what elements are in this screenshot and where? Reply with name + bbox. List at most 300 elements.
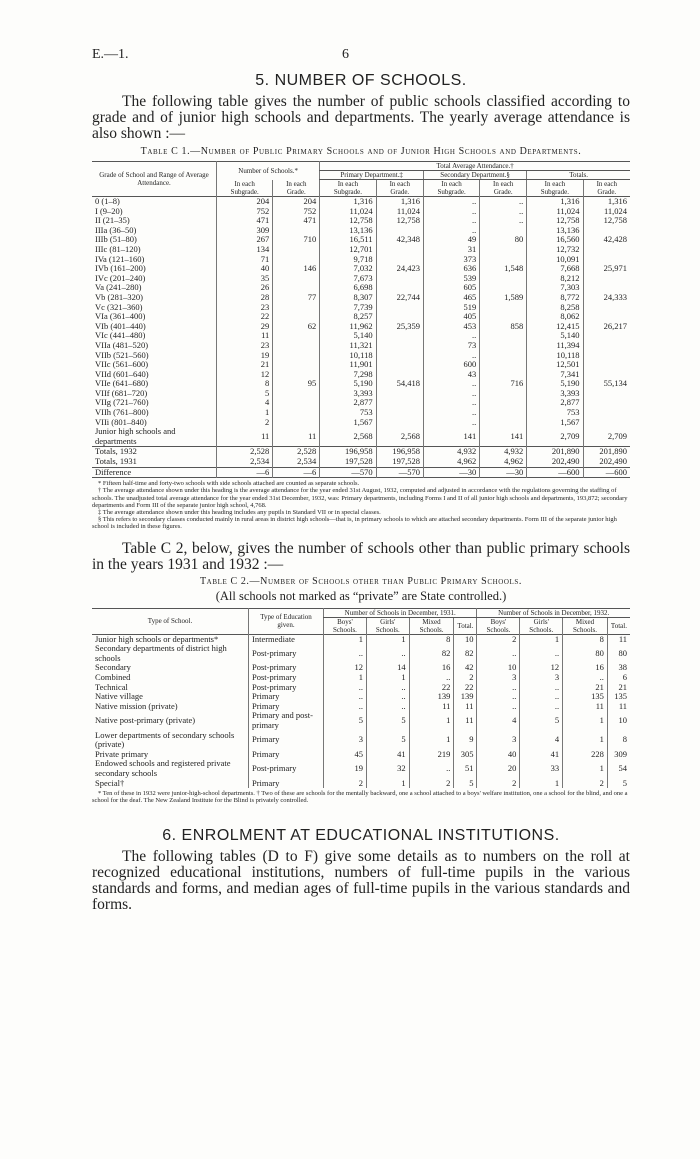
table-cell [376, 303, 423, 313]
table-cell: 73 [423, 341, 479, 351]
table-cell: 9,718 [320, 255, 376, 265]
table-cell: 139 [409, 692, 454, 702]
table-cell: 752 [273, 207, 320, 217]
table-cell: 5,190 [527, 379, 583, 389]
table-cell: Post-primary [249, 663, 324, 673]
table-cell: 196,958 [320, 447, 376, 457]
table-cell: 3,393 [320, 389, 376, 399]
table-cell [480, 331, 527, 341]
col-secondary: Secondary Department.§ [423, 171, 526, 180]
row-label: Totals, 1932 [95, 446, 137, 457]
table-cell: 11,962 [320, 322, 376, 332]
table-cell: 21 [217, 360, 273, 370]
table-cell [273, 341, 320, 351]
table-c1-footnotes [92, 480, 630, 530]
table-cell [583, 389, 630, 399]
table-cell: 305 [454, 750, 477, 760]
table-cell: 80 [480, 235, 527, 245]
table-cell: 309 [607, 750, 630, 760]
table-cell: 10 [607, 711, 630, 730]
table-cell: 139 [454, 692, 477, 702]
table-cell: 25,359 [376, 322, 423, 332]
table-cell: 11,024 [527, 207, 583, 217]
table-cell: 23 [217, 341, 273, 351]
table-cell: 5,140 [527, 331, 583, 341]
table-cell: .. [477, 692, 520, 702]
row-label: Lower departments of secondary schools (private) [95, 729, 235, 750]
table-cell [480, 418, 527, 428]
table-cell: 5 [454, 779, 477, 789]
table-cell [273, 245, 320, 255]
row-label: VIa (361–400) [95, 311, 146, 322]
table-c2-subtitle: (All schools not marked as “private” are State controlled.) [215, 588, 507, 603]
col-each-grade: In each Grade. [583, 180, 630, 197]
table-cell: 5 [366, 731, 409, 750]
row-label: IVc (201–240) [95, 272, 146, 283]
table-cell: Primary [249, 750, 324, 760]
table-cell: 8 [409, 634, 454, 644]
table-cell: 1 [217, 408, 273, 418]
table-c2 [92, 608, 630, 789]
table-cell: .. [423, 389, 479, 399]
table-cell: Post-primary [249, 683, 324, 693]
col-dec-1932: Number of Schools in December, 1932. [477, 608, 630, 617]
table-cell: 49 [423, 235, 479, 245]
table-cell: 1 [520, 779, 563, 789]
table-cell: .. [423, 216, 479, 226]
table-cell: 42,428 [583, 235, 630, 245]
table-row [92, 711, 630, 730]
row-label: IIIb (51–80) [95, 234, 137, 245]
table-cell: 7,739 [320, 303, 376, 313]
table-cell: 3 [477, 673, 520, 683]
table-cell: 22 [454, 683, 477, 693]
table-cell: 2,877 [527, 398, 583, 408]
table-cell: 10 [477, 663, 520, 673]
table-cell: 7,298 [320, 370, 376, 380]
col-each-subgrade: In each Subgrade. [527, 180, 583, 197]
table-cell: .. [480, 216, 527, 226]
row-label: Secondary departments of district high schools [95, 643, 227, 663]
table-cell: .. [520, 692, 563, 702]
table-cell: 135 [607, 692, 630, 702]
row-label: IVa (121–160) [95, 253, 145, 264]
table-cell: 77 [273, 293, 320, 303]
row-label: VIIc (561–600) [95, 359, 149, 370]
table-cell: 40 [477, 750, 520, 760]
table-cell: 197,528 [320, 457, 376, 467]
table-cell: 41 [520, 750, 563, 760]
table-cell: 201,890 [527, 447, 583, 457]
row-label: VIIf (681–720) [95, 387, 148, 398]
table-cell: 202,490 [583, 457, 630, 467]
table-cell: 19 [217, 351, 273, 361]
table-cell: .. [520, 702, 563, 712]
table-cell: 11,901 [320, 360, 376, 370]
table-cell [583, 360, 630, 370]
col-each-grade: In each Grade. [480, 180, 527, 197]
table-cell: 135 [563, 692, 608, 702]
section-6-text: The following tables (D to F) give some details as to numbers on the roll at recognized educational institutions, numbers of full-time pupils in the various standards and forms, and median ages of full-time pupils in the various standards and forms. [92, 847, 630, 913]
table-cell: 21 [563, 683, 608, 693]
table-cell: 5 [324, 711, 367, 730]
row-label: Combined [95, 672, 131, 683]
table-c2-footnote [92, 790, 630, 804]
table-cell: 80 [563, 644, 608, 663]
table-cell: 753 [320, 408, 376, 418]
table-cell: 11 [273, 427, 320, 447]
table-cell: 2,534 [273, 457, 320, 467]
table-cell: —6 [217, 467, 273, 478]
table-cell: 22 [217, 312, 273, 322]
table-cell: 1 [563, 731, 608, 750]
table-cell: 141 [423, 427, 479, 447]
table-cell: 43 [423, 370, 479, 380]
table-cell [480, 303, 527, 313]
table-cell: 82 [409, 644, 454, 663]
table-cell: 13,136 [527, 226, 583, 236]
table-cell [273, 389, 320, 399]
col-primary: Primary Department.‡ [320, 171, 424, 180]
row-label: 0 (1–8) [95, 196, 120, 206]
table-cell: 11 [217, 331, 273, 341]
col-type-education: Type of Education given. [249, 608, 324, 634]
col-total: Total. [454, 617, 477, 634]
footnote: § This refers to secondary classes conducted mainly in rural areas in district high schools—that is, in primary schools to which are attached secondary departments. Form III of the separate junior high school is included in these figures. [92, 516, 617, 531]
table-cell: 8 [607, 731, 630, 750]
table-cell: 8,062 [527, 312, 583, 322]
table-cell: .. [423, 197, 479, 207]
table-cell: 752 [217, 207, 273, 217]
row-label: IVb (161–200) [95, 263, 146, 274]
table-cell: 12,701 [320, 245, 376, 255]
row-label: Endowed schools and registered private secondary schools [95, 758, 231, 778]
table-cell: 1,567 [320, 418, 376, 428]
table-cell: 228 [563, 750, 608, 760]
table-cell: 4,932 [423, 447, 479, 457]
row-label: Native village [95, 691, 143, 702]
table-cell [273, 274, 320, 284]
table-cell: 11,394 [527, 341, 583, 351]
col-num-schools: Number of Schools.* [217, 162, 320, 180]
table-cell: .. [324, 644, 367, 663]
table-cell: .. [366, 702, 409, 712]
table-cell: 7,668 [527, 264, 583, 274]
table-cell: Primary [249, 731, 324, 750]
table-cell [583, 408, 630, 418]
table-cell: 12,758 [320, 216, 376, 226]
col-each-grade: In each Grade. [376, 180, 423, 197]
table-c2-intro: Table C 2, below, gives the number of schools other than public primary schools in the years 1931 and 1932 :— [92, 539, 630, 573]
table-row [92, 731, 630, 750]
table-cell: .. [477, 644, 520, 663]
table-cell: —600 [583, 467, 630, 478]
table-cell: 19 [324, 759, 367, 778]
table-cell: 710 [273, 235, 320, 245]
table-cell: 267 [217, 235, 273, 245]
table-cell [273, 398, 320, 408]
table-cell: 4,932 [480, 447, 527, 457]
table-cell [480, 245, 527, 255]
table-cell [273, 360, 320, 370]
table-cell: 1,316 [376, 197, 423, 207]
table-row [92, 779, 630, 789]
table-cell: 2 [477, 634, 520, 644]
table-cell: 12,758 [583, 216, 630, 226]
table-cell: 41 [366, 750, 409, 760]
table-row [92, 702, 630, 712]
table-cell [583, 331, 630, 341]
table-cell: —30 [423, 467, 479, 478]
table-cell: 80 [607, 644, 630, 663]
row-label: VIIb (521–560) [95, 349, 149, 360]
table-cell: —6 [273, 467, 320, 478]
table-cell: 197,528 [376, 457, 423, 467]
table-cell: 202,490 [527, 457, 583, 467]
col-girls: Girls' Schools. [520, 617, 563, 634]
table-cell: Intermediate [249, 634, 324, 644]
table-cell: .. [324, 683, 367, 693]
table-cell: 146 [273, 264, 320, 274]
table-row [92, 644, 630, 663]
table-cell: 3 [520, 673, 563, 683]
row-label: VIc (441–480) [95, 330, 146, 341]
table-cell: 25,971 [583, 264, 630, 274]
table-cell [376, 408, 423, 418]
table-cell: 2 [454, 673, 477, 683]
table-cell: 11,024 [583, 207, 630, 217]
table-cell: Primary and post-primary [249, 711, 324, 730]
table-cell: .. [477, 683, 520, 693]
table-cell: 10 [454, 634, 477, 644]
table-cell: 1,589 [480, 293, 527, 303]
row-label: II (21–35) [95, 215, 130, 226]
table-cell: 8 [563, 634, 608, 644]
table-cell [376, 341, 423, 351]
table-cell: 11,024 [320, 207, 376, 217]
table-cell [376, 351, 423, 361]
table-cell [376, 389, 423, 399]
table-cell: 519 [423, 303, 479, 313]
table-cell: 16,560 [527, 235, 583, 245]
row-label: Junior high schools or departments* [95, 633, 219, 644]
row-label: IIIa (36–50) [95, 224, 137, 235]
row-label: Vc (321–360) [95, 301, 143, 312]
table-cell: 10,118 [527, 351, 583, 361]
row-label: I (9–20) [95, 205, 123, 216]
table-cell: Primary [249, 702, 324, 712]
table-cell: 16 [409, 663, 454, 673]
table-cell [480, 360, 527, 370]
col-each-subgrade: In each Subgrade. [217, 180, 273, 197]
table-cell: 1 [520, 634, 563, 644]
table-cell [376, 331, 423, 341]
table-cell: 45 [324, 750, 367, 760]
table-cell: 11 [454, 711, 477, 730]
table-cell: .. [480, 197, 527, 207]
table-cell: .. [423, 379, 479, 389]
table-cell: 5 [217, 389, 273, 399]
table-cell: 10,091 [527, 255, 583, 265]
table-cell: 31 [423, 245, 479, 255]
table-cell [583, 274, 630, 284]
table-cell: 2,534 [217, 457, 273, 467]
table-cell: 196,958 [376, 447, 423, 457]
table-cell: 55,134 [583, 379, 630, 389]
table-cell: Primary [249, 692, 324, 702]
table-cell: 54,418 [376, 379, 423, 389]
row-label: Vb (281–320) [95, 291, 143, 302]
table-cell: 2,709 [583, 427, 630, 447]
table-cell: 10,118 [320, 351, 376, 361]
table-cell: 11 [607, 634, 630, 644]
table-cell: 373 [423, 255, 479, 265]
row-label: Special† [95, 777, 125, 788]
table-c2-title: Table C 2.—Number of Schools other than Public Primary Schools. [199, 575, 523, 587]
row-label: VIIa (481–520) [95, 339, 149, 350]
row-label: Difference [95, 466, 132, 477]
table-cell: 2 [409, 779, 454, 789]
table-cell: 219 [409, 750, 454, 760]
table-cell: 4,962 [480, 457, 527, 467]
table-cell [273, 331, 320, 341]
table-cell: 14 [366, 663, 409, 673]
table-cell: 8,257 [320, 312, 376, 322]
table-cell: 2,568 [376, 427, 423, 447]
table-cell [480, 389, 527, 399]
table-cell: 2,528 [217, 447, 273, 457]
table-cell: 1,316 [527, 197, 583, 207]
table-cell: 1 [324, 673, 367, 683]
table-cell: .. [480, 207, 527, 217]
table-cell: 1 [324, 634, 367, 644]
col-girls: Girls' Schools. [366, 617, 409, 634]
table-cell: 7,303 [527, 283, 583, 293]
row-label: VIIe (641–680) [95, 378, 149, 389]
table-cell: 16 [563, 663, 608, 673]
table-cell: 6,698 [320, 283, 376, 293]
table-cell: Post-primary [249, 644, 324, 663]
table-cell: 1 [409, 731, 454, 750]
table-c1-title: Table C 1.—Number of Public Primary Schools and of Junior High Schools and Departments. [140, 146, 582, 157]
section-5-title: 5. NUMBER OF SCHOOLS. [255, 72, 467, 89]
col-grade: Grade of School and Range of Average Attendance. [99, 171, 209, 187]
table-cell: .. [366, 644, 409, 663]
table-cell: 405 [423, 312, 479, 322]
table-c1 [92, 161, 630, 478]
table-cell: 309 [217, 226, 273, 236]
table-cell: —30 [480, 467, 527, 478]
col-each-grade: In each Grade. [273, 180, 320, 197]
table-cell: 6 [607, 673, 630, 683]
table-cell: 1,316 [320, 197, 376, 207]
table-cell: 2,568 [320, 427, 376, 447]
table-cell: Post-primary [249, 673, 324, 683]
table-cell: 9 [454, 731, 477, 750]
table-cell: 11,024 [376, 207, 423, 217]
table-cell: .. [366, 692, 409, 702]
table-cell [583, 245, 630, 255]
table-cell: .. [409, 759, 454, 778]
table-cell [583, 398, 630, 408]
table-cell: 4 [477, 711, 520, 730]
table-cell: 12 [217, 370, 273, 380]
table-cell [376, 274, 423, 284]
col-mixed: Mixed Schools. [563, 617, 608, 634]
table-cell: 62 [273, 322, 320, 332]
table-row [92, 759, 630, 778]
table-cell: 42 [454, 663, 477, 673]
col-boys: Boys' Schools. [324, 617, 367, 634]
table-cell: —600 [527, 467, 583, 478]
col-totals: Totals. [527, 171, 630, 180]
table-cell: 453 [423, 322, 479, 332]
table-cell: 1 [366, 634, 409, 644]
table-cell: 12,501 [527, 360, 583, 370]
row-label: Native mission (private) [95, 700, 178, 711]
table-cell: 8 [217, 379, 273, 389]
table-cell [583, 341, 630, 351]
table-cell [480, 274, 527, 284]
table-cell: .. [520, 683, 563, 693]
table-cell: 28 [217, 293, 273, 303]
row-label: IIIc (81–120) [95, 243, 141, 254]
col-dec-1931: Number of Schools in December, 1931. [324, 608, 477, 617]
table-cell: 2 [217, 418, 273, 428]
table-cell: 134 [217, 245, 273, 255]
section-6-title: 6. ENROLMENT AT EDUCATIONAL INSTITUTIONS. [162, 826, 560, 844]
table-cell: 16,511 [320, 235, 376, 245]
table-cell: 22 [409, 683, 454, 693]
table-cell: .. [423, 398, 479, 408]
col-total: Total. [607, 617, 630, 634]
footnote: ‡ The average attendance shown under this heading includes any pupils in Standard VII or in special classes. [98, 509, 381, 517]
table-cell: 35 [217, 274, 273, 284]
table-cell: 636 [423, 264, 479, 274]
table-cell: 1 [366, 779, 409, 789]
row-label: Va (241–280) [95, 282, 142, 293]
table-cell: 605 [423, 283, 479, 293]
table-cell [273, 351, 320, 361]
table-cell [376, 245, 423, 255]
table-cell: 1 [366, 673, 409, 683]
col-each-subgrade: In each Subgrade. [423, 180, 479, 197]
table-cell: 7,341 [527, 370, 583, 380]
table-cell: 40 [217, 264, 273, 274]
table-cell: .. [520, 644, 563, 663]
table-cell: .. [409, 673, 454, 683]
table-cell: 2 [563, 779, 608, 789]
table-cell: 95 [273, 379, 320, 389]
table-cell: 26 [217, 283, 273, 293]
table-cell: 3 [477, 731, 520, 750]
table-cell: 54 [607, 759, 630, 778]
table-cell: 2 [477, 779, 520, 789]
col-each-subgrade: In each Subgrade. [320, 180, 376, 197]
table-cell: .. [423, 408, 479, 418]
row-label: Secondary [95, 662, 131, 673]
table-cell: 5,190 [320, 379, 376, 389]
row-label: Totals, 1931 [95, 456, 137, 467]
table-cell [480, 408, 527, 418]
table-cell: 12 [324, 663, 367, 673]
table-cell: 82 [454, 644, 477, 663]
table-cell: 11 [607, 702, 630, 712]
table-cell: 26,217 [583, 322, 630, 332]
table-cell: 13,136 [320, 226, 376, 236]
table-cell: 8,307 [320, 293, 376, 303]
table-cell: 4 [520, 731, 563, 750]
